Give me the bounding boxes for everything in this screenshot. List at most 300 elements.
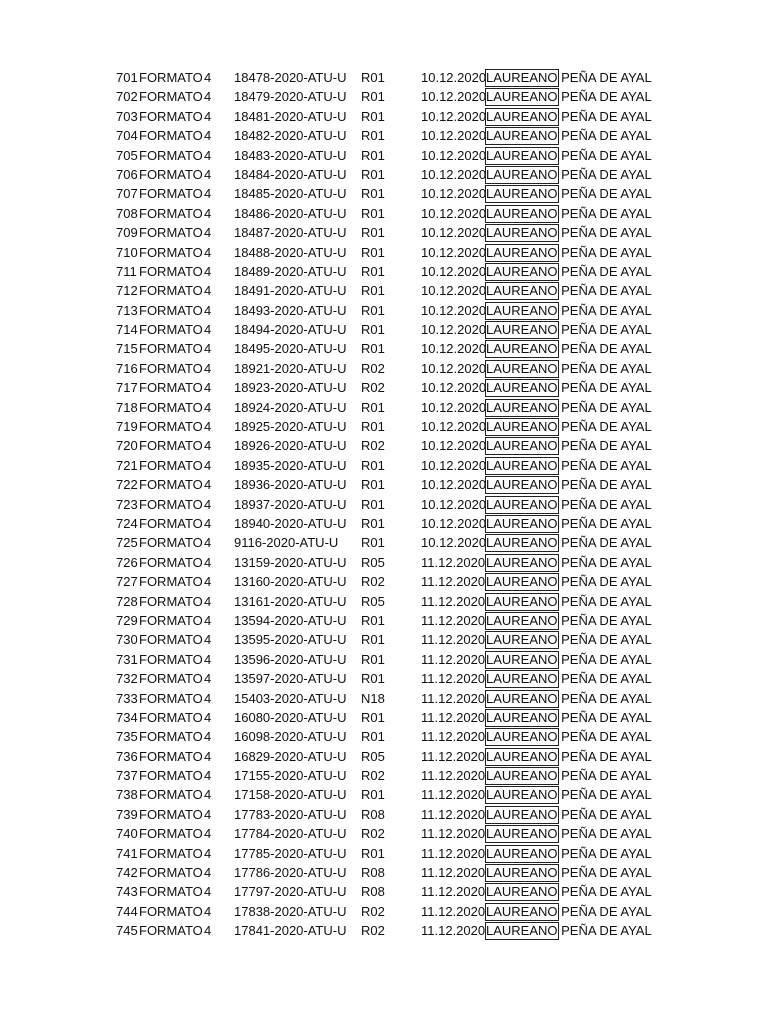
date-cell: 10.12.2020 bbox=[421, 70, 487, 85]
name-cell: LAUREANO PEÑA DE AYAL bbox=[486, 244, 652, 260]
date-cell: 10.12.2020 bbox=[421, 535, 487, 551]
name-cell: LAUREANO PEÑA DE AYAL bbox=[486, 128, 652, 144]
name-cell: LAUREANO PEÑA DE AYAL bbox=[486, 263, 652, 279]
format-number-cell: 4 bbox=[204, 787, 212, 803]
table-row bbox=[0, 689, 768, 708]
code-cell: R02 bbox=[361, 380, 385, 396]
case-number-cell: 18937-2020-ATU-U bbox=[234, 496, 347, 512]
row-number-cell: 736 bbox=[116, 748, 138, 764]
format-number-cell: 4 bbox=[204, 283, 212, 299]
case-number-cell: 13594-2020-ATU-U bbox=[234, 612, 347, 628]
date-cell: 10.12.2020 bbox=[421, 244, 487, 260]
row-number-cell: 740 bbox=[116, 826, 138, 842]
format-cell: FORMATO bbox=[139, 651, 203, 667]
table-row bbox=[0, 611, 768, 630]
table-row bbox=[0, 456, 768, 475]
format-number-cell: 4 bbox=[204, 322, 212, 338]
case-number-cell: 18478-2020-ATU-U bbox=[234, 70, 347, 85]
format-number-cell: 4 bbox=[204, 380, 212, 396]
table-row bbox=[0, 436, 768, 455]
row-number-cell: 707 bbox=[116, 186, 138, 202]
format-cell: FORMATO bbox=[139, 128, 203, 144]
case-number-cell: 18940-2020-ATU-U bbox=[234, 515, 347, 531]
code-cell: R08 bbox=[361, 865, 385, 881]
date-cell: 11.12.2020 bbox=[421, 884, 486, 900]
row-number-cell: 733 bbox=[116, 690, 138, 706]
name-cell: LAUREANO PEÑA DE AYAL bbox=[486, 923, 652, 939]
table-row bbox=[0, 747, 768, 766]
row-number-cell: 729 bbox=[116, 612, 138, 628]
format-number-cell: 4 bbox=[204, 457, 212, 473]
table-row bbox=[0, 165, 768, 184]
case-number-cell: 13159-2020-ATU-U bbox=[234, 554, 347, 570]
table-row bbox=[0, 107, 768, 126]
format-number-cell: 4 bbox=[204, 923, 212, 939]
case-number-cell: 16098-2020-ATU-U bbox=[234, 729, 347, 745]
format-cell: FORMATO bbox=[139, 477, 203, 493]
table-row bbox=[0, 592, 768, 611]
code-cell: R01 bbox=[361, 612, 385, 628]
format-number-cell: 4 bbox=[204, 806, 212, 822]
row-number-cell: 712 bbox=[116, 283, 138, 299]
name-cell: LAUREANO PEÑA DE AYAL bbox=[486, 690, 652, 706]
format-number-cell: 4 bbox=[204, 593, 212, 609]
code-cell: R01 bbox=[361, 108, 385, 124]
spreadsheet-table bbox=[0, 68, 768, 941]
format-number-cell: 4 bbox=[204, 399, 212, 415]
format-cell: FORMATO bbox=[139, 244, 203, 260]
code-cell: R01 bbox=[361, 186, 385, 202]
name-cell: LAUREANO PEÑA DE AYAL bbox=[486, 399, 652, 415]
row-number-cell: 703 bbox=[116, 108, 138, 124]
name-cell: LAUREANO PEÑA DE AYAL bbox=[486, 457, 652, 473]
case-number-cell: 18481-2020-ATU-U bbox=[234, 108, 347, 124]
case-number-cell: 18487-2020-ATU-U bbox=[234, 225, 347, 241]
name-cell: LAUREANO PEÑA DE AYAL bbox=[486, 826, 652, 842]
date-cell: 10.12.2020 bbox=[421, 515, 487, 531]
format-cell: FORMATO bbox=[139, 865, 203, 881]
format-cell: FORMATO bbox=[139, 845, 203, 861]
table-row bbox=[0, 727, 768, 746]
date-cell: 11.12.2020 bbox=[421, 612, 486, 628]
row-number-cell: 717 bbox=[116, 380, 138, 396]
format-number-cell: 4 bbox=[204, 244, 212, 260]
table-row bbox=[0, 223, 768, 242]
case-number-cell: 17783-2020-ATU-U bbox=[234, 806, 347, 822]
case-number-cell: 17786-2020-ATU-U bbox=[234, 865, 347, 881]
format-number-cell: 4 bbox=[204, 748, 212, 764]
table-row bbox=[0, 708, 768, 727]
name-cell: LAUREANO PEÑA DE AYAL bbox=[486, 593, 652, 609]
format-number-cell: 4 bbox=[204, 166, 212, 182]
name-cell: LAUREANO PEÑA DE AYAL bbox=[486, 806, 652, 822]
row-number-cell: 704 bbox=[116, 128, 138, 144]
date-cell: 10.12.2020 bbox=[421, 225, 487, 241]
date-cell: 10.12.2020 bbox=[421, 166, 487, 182]
code-cell: R01 bbox=[361, 399, 385, 415]
code-cell: R01 bbox=[361, 671, 385, 687]
code-cell: R02 bbox=[361, 903, 385, 919]
format-cell: FORMATO bbox=[139, 806, 203, 822]
format-cell: FORMATO bbox=[139, 399, 203, 415]
table-row bbox=[0, 359, 768, 378]
case-number-cell: 18924-2020-ATU-U bbox=[234, 399, 347, 415]
case-number-cell: 16080-2020-ATU-U bbox=[234, 709, 347, 725]
row-number-cell: 710 bbox=[116, 244, 138, 260]
table-row bbox=[0, 514, 768, 533]
case-number-cell: 18482-2020-ATU-U bbox=[234, 128, 347, 144]
format-number-cell: 4 bbox=[204, 438, 212, 454]
row-number-cell: 743 bbox=[116, 884, 138, 900]
case-number-cell: 18486-2020-ATU-U bbox=[234, 205, 347, 221]
format-cell: FORMATO bbox=[139, 729, 203, 745]
name-cell: LAUREANO PEÑA DE AYAL bbox=[486, 515, 652, 531]
case-number-cell: 17155-2020-ATU-U bbox=[234, 768, 347, 784]
format-cell: FORMATO bbox=[139, 108, 203, 124]
format-number-cell: 4 bbox=[204, 302, 212, 318]
date-cell: 11.12.2020 bbox=[421, 826, 486, 842]
date-cell: 10.12.2020 bbox=[421, 205, 487, 221]
date-cell: 10.12.2020 bbox=[421, 322, 487, 338]
format-number-cell: 4 bbox=[204, 535, 212, 551]
name-cell: LAUREANO PEÑA DE AYAL bbox=[486, 865, 652, 881]
table-row bbox=[0, 805, 768, 824]
table-row bbox=[0, 146, 768, 165]
name-cell: LAUREANO PEÑA DE AYAL bbox=[486, 205, 652, 221]
name-cell: LAUREANO PEÑA DE AYAL bbox=[486, 768, 652, 784]
row-number-cell: 731 bbox=[116, 651, 138, 667]
code-cell: R01 bbox=[361, 341, 385, 357]
date-cell: 11.12.2020 bbox=[421, 865, 486, 881]
table-row bbox=[0, 921, 768, 940]
format-cell: FORMATO bbox=[139, 574, 203, 590]
table-row bbox=[0, 902, 768, 921]
format-number-cell: 4 bbox=[204, 128, 212, 144]
name-cell: LAUREANO PEÑA DE AYAL bbox=[486, 535, 652, 551]
format-number-cell: 4 bbox=[204, 884, 212, 900]
format-number-cell: 4 bbox=[204, 826, 212, 842]
format-cell: FORMATO bbox=[139, 186, 203, 202]
row-number-cell: 735 bbox=[116, 729, 138, 745]
case-number-cell: 9116-2020-ATU-U bbox=[234, 535, 339, 551]
date-cell: 10.12.2020 bbox=[421, 419, 487, 435]
name-cell: LAUREANO PEÑA DE AYAL bbox=[486, 438, 652, 454]
format-number-cell: 4 bbox=[204, 554, 212, 570]
date-cell: 11.12.2020 bbox=[421, 768, 486, 784]
table-row bbox=[0, 339, 768, 358]
table-row bbox=[0, 669, 768, 688]
format-cell: FORMATO bbox=[139, 690, 203, 706]
name-cell: LAUREANO PEÑA DE AYAL bbox=[486, 186, 652, 202]
code-cell: R02 bbox=[361, 438, 385, 454]
case-number-cell: 17841-2020-ATU-U bbox=[234, 923, 347, 939]
name-cell: LAUREANO PEÑA DE AYAL bbox=[486, 225, 652, 241]
code-cell: R01 bbox=[361, 496, 385, 512]
row-number-cell: 706 bbox=[116, 166, 138, 182]
table-row bbox=[0, 824, 768, 843]
code-cell: R01 bbox=[361, 166, 385, 182]
name-cell: LAUREANO PEÑA DE AYAL bbox=[486, 322, 652, 338]
case-number-cell: 17797-2020-ATU-U bbox=[234, 884, 347, 900]
name-cell: LAUREANO PEÑA DE AYAL bbox=[486, 477, 652, 493]
case-number-cell: 18491-2020-ATU-U bbox=[234, 283, 347, 299]
date-cell: 11.12.2020 bbox=[421, 845, 486, 861]
case-number-cell: 17785-2020-ATU-U bbox=[234, 845, 347, 861]
format-number-cell: 4 bbox=[204, 845, 212, 861]
format-cell: FORMATO bbox=[139, 515, 203, 531]
row-number-cell: 719 bbox=[116, 419, 138, 435]
code-cell: R01 bbox=[361, 302, 385, 318]
name-cell: LAUREANO PEÑA DE AYAL bbox=[486, 496, 652, 512]
format-cell: FORMATO bbox=[139, 632, 203, 648]
name-cell: LAUREANO PEÑA DE AYAL bbox=[486, 302, 652, 318]
code-cell: R01 bbox=[361, 322, 385, 338]
code-cell: R05 bbox=[361, 748, 385, 764]
row-number-cell: 723 bbox=[116, 496, 138, 512]
code-cell: R01 bbox=[361, 263, 385, 279]
format-number-cell: 4 bbox=[204, 496, 212, 512]
name-cell: LAUREANO PEÑA DE AYAL bbox=[486, 89, 652, 105]
case-number-cell: 18489-2020-ATU-U bbox=[234, 263, 347, 279]
code-cell: R01 bbox=[361, 89, 385, 105]
row-number-cell: 726 bbox=[116, 554, 138, 570]
table-row bbox=[0, 262, 768, 281]
row-number-cell: 722 bbox=[116, 477, 138, 493]
table-row bbox=[0, 320, 768, 339]
table-row bbox=[0, 398, 768, 417]
code-cell: R01 bbox=[361, 70, 385, 85]
code-cell: N18 bbox=[361, 690, 385, 706]
table-row bbox=[0, 572, 768, 591]
code-cell: R01 bbox=[361, 283, 385, 299]
row-number-cell: 701 bbox=[116, 70, 138, 85]
name-cell: LAUREANO PEÑA DE AYAL bbox=[486, 70, 652, 85]
format-number-cell: 4 bbox=[204, 729, 212, 745]
format-cell: FORMATO bbox=[139, 360, 203, 376]
format-cell: FORMATO bbox=[139, 322, 203, 338]
name-cell: LAUREANO PEÑA DE AYAL bbox=[486, 748, 652, 764]
code-cell: R05 bbox=[361, 554, 385, 570]
code-cell: R01 bbox=[361, 147, 385, 163]
code-cell: R01 bbox=[361, 244, 385, 260]
date-cell: 11.12.2020 bbox=[421, 903, 486, 919]
table-row bbox=[0, 126, 768, 145]
row-number-cell: 713 bbox=[116, 302, 138, 318]
row-number-cell: 711 bbox=[116, 263, 137, 279]
code-cell: R02 bbox=[361, 923, 385, 939]
format-number-cell: 4 bbox=[204, 147, 212, 163]
format-cell: FORMATO bbox=[139, 457, 203, 473]
table-row bbox=[0, 766, 768, 785]
table-row bbox=[0, 844, 768, 863]
name-cell: LAUREANO PEÑA DE AYAL bbox=[486, 729, 652, 745]
row-number-cell: 739 bbox=[116, 806, 138, 822]
format-number-cell: 4 bbox=[204, 89, 212, 105]
table-row bbox=[0, 184, 768, 203]
name-cell: LAUREANO PEÑA DE AYAL bbox=[486, 787, 652, 803]
table-row bbox=[0, 204, 768, 223]
row-number-cell: 738 bbox=[116, 787, 138, 803]
format-number-cell: 4 bbox=[204, 360, 212, 376]
format-number-cell: 4 bbox=[204, 515, 212, 531]
date-cell: 10.12.2020 bbox=[421, 360, 487, 376]
format-cell: FORMATO bbox=[139, 70, 203, 85]
code-cell: R01 bbox=[361, 457, 385, 473]
row-number-cell: 745 bbox=[116, 923, 138, 939]
format-cell: FORMATO bbox=[139, 89, 203, 105]
date-cell: 10.12.2020 bbox=[421, 399, 487, 415]
date-cell: 11.12.2020 bbox=[421, 787, 486, 803]
name-cell: LAUREANO PEÑA DE AYAL bbox=[486, 283, 652, 299]
table-row bbox=[0, 630, 768, 649]
row-number-cell: 720 bbox=[116, 438, 138, 454]
row-number-cell: 724 bbox=[116, 515, 138, 531]
format-number-cell: 4 bbox=[204, 186, 212, 202]
code-cell: R08 bbox=[361, 884, 385, 900]
code-cell: R08 bbox=[361, 806, 385, 822]
code-cell: R02 bbox=[361, 826, 385, 842]
table-row bbox=[0, 243, 768, 262]
case-number-cell: 13160-2020-ATU-U bbox=[234, 574, 347, 590]
format-cell: FORMATO bbox=[139, 903, 203, 919]
case-number-cell: 17838-2020-ATU-U bbox=[234, 903, 347, 919]
date-cell: 10.12.2020 bbox=[421, 341, 487, 357]
row-number-cell: 708 bbox=[116, 205, 138, 221]
date-cell: 10.12.2020 bbox=[421, 496, 487, 512]
case-number-cell: 13596-2020-ATU-U bbox=[234, 651, 347, 667]
row-number-cell: 744 bbox=[116, 903, 138, 919]
table-row bbox=[0, 281, 768, 300]
row-number-cell: 742 bbox=[116, 865, 138, 881]
date-cell: 10.12.2020 bbox=[421, 283, 487, 299]
name-cell: LAUREANO PEÑA DE AYAL bbox=[486, 108, 652, 124]
format-number-cell: 4 bbox=[204, 612, 212, 628]
format-cell: FORMATO bbox=[139, 554, 203, 570]
format-cell: FORMATO bbox=[139, 709, 203, 725]
code-cell: R01 bbox=[361, 787, 385, 803]
code-cell: R01 bbox=[361, 225, 385, 241]
format-cell: FORMATO bbox=[139, 283, 203, 299]
format-cell: FORMATO bbox=[139, 263, 203, 279]
row-number-cell: 709 bbox=[116, 225, 138, 241]
format-number-cell: 4 bbox=[204, 225, 212, 241]
table-row bbox=[0, 475, 768, 494]
format-cell: FORMATO bbox=[139, 147, 203, 163]
table-row bbox=[0, 533, 768, 552]
format-number-cell: 4 bbox=[204, 690, 212, 706]
format-cell: FORMATO bbox=[139, 302, 203, 318]
format-cell: FORMATO bbox=[139, 826, 203, 842]
date-cell: 11.12.2020 bbox=[421, 806, 486, 822]
row-number-cell: 718 bbox=[116, 399, 138, 415]
code-cell: R02 bbox=[361, 574, 385, 590]
row-number-cell: 734 bbox=[116, 709, 138, 725]
case-number-cell: 17784-2020-ATU-U bbox=[234, 826, 347, 842]
case-number-cell: 15403-2020-ATU-U bbox=[234, 690, 347, 706]
format-cell: FORMATO bbox=[139, 923, 203, 939]
code-cell: R01 bbox=[361, 535, 385, 551]
code-cell: R01 bbox=[361, 845, 385, 861]
table-row bbox=[0, 553, 768, 572]
row-number-cell: 714 bbox=[116, 322, 138, 338]
format-cell: FORMATO bbox=[139, 535, 203, 551]
date-cell: 10.12.2020 bbox=[421, 108, 487, 124]
name-cell: LAUREANO PEÑA DE AYAL bbox=[486, 845, 652, 861]
format-cell: FORMATO bbox=[139, 768, 203, 784]
date-cell: 11.12.2020 bbox=[421, 690, 486, 706]
date-cell: 10.12.2020 bbox=[421, 89, 487, 105]
code-cell: R02 bbox=[361, 360, 385, 376]
date-cell: 11.12.2020 bbox=[421, 729, 486, 745]
date-cell: 10.12.2020 bbox=[421, 263, 487, 279]
row-number-cell: 732 bbox=[116, 671, 138, 687]
name-cell: LAUREANO PEÑA DE AYAL bbox=[486, 574, 652, 590]
date-cell: 11.12.2020 bbox=[421, 554, 486, 570]
name-cell: LAUREANO PEÑA DE AYAL bbox=[486, 360, 652, 376]
code-cell: R01 bbox=[361, 709, 385, 725]
name-cell: LAUREANO PEÑA DE AYAL bbox=[486, 554, 652, 570]
row-number-cell: 715 bbox=[116, 341, 138, 357]
date-cell: 11.12.2020 bbox=[421, 709, 486, 725]
format-cell: FORMATO bbox=[139, 884, 203, 900]
row-number-cell: 727 bbox=[116, 574, 138, 590]
format-number-cell: 4 bbox=[204, 419, 212, 435]
date-cell: 10.12.2020 bbox=[421, 302, 487, 318]
date-cell: 11.12.2020 bbox=[421, 651, 486, 667]
row-number-cell: 721 bbox=[116, 457, 138, 473]
date-cell: 11.12.2020 bbox=[421, 593, 486, 609]
table-row bbox=[0, 417, 768, 436]
date-cell: 11.12.2020 bbox=[421, 923, 486, 939]
date-cell: 11.12.2020 bbox=[421, 632, 486, 648]
case-number-cell: 18483-2020-ATU-U bbox=[234, 147, 347, 163]
format-number-cell: 4 bbox=[204, 341, 212, 357]
format-number-cell: 4 bbox=[204, 205, 212, 221]
row-number-cell: 725 bbox=[116, 535, 138, 551]
case-number-cell: 18936-2020-ATU-U bbox=[234, 477, 347, 493]
code-cell: R01 bbox=[361, 515, 385, 531]
row-number-cell: 705 bbox=[116, 147, 138, 163]
format-cell: FORMATO bbox=[139, 612, 203, 628]
format-number-cell: 4 bbox=[204, 263, 212, 279]
table-row bbox=[0, 87, 768, 106]
name-cell: LAUREANO PEÑA DE AYAL bbox=[486, 147, 652, 163]
format-cell: FORMATO bbox=[139, 205, 203, 221]
format-cell: FORMATO bbox=[139, 496, 203, 512]
date-cell: 10.12.2020 bbox=[421, 147, 487, 163]
format-number-cell: 4 bbox=[204, 865, 212, 881]
name-cell: LAUREANO PEÑA DE AYAL bbox=[486, 612, 652, 628]
format-cell: FORMATO bbox=[139, 593, 203, 609]
date-cell: 11.12.2020 bbox=[421, 574, 486, 590]
case-number-cell: 18484-2020-ATU-U bbox=[234, 166, 347, 182]
case-number-cell: 13161-2020-ATU-U bbox=[234, 593, 347, 609]
case-number-cell: 18923-2020-ATU-U bbox=[234, 380, 347, 396]
format-number-cell: 4 bbox=[204, 671, 212, 687]
case-number-cell: 18921-2020-ATU-U bbox=[234, 360, 347, 376]
case-number-cell: 18479-2020-ATU-U bbox=[234, 89, 347, 105]
format-number-cell: 4 bbox=[204, 903, 212, 919]
case-number-cell: 18925-2020-ATU-U bbox=[234, 419, 347, 435]
format-cell: FORMATO bbox=[139, 438, 203, 454]
code-cell: R01 bbox=[361, 651, 385, 667]
format-number-cell: 4 bbox=[204, 574, 212, 590]
format-cell: FORMATO bbox=[139, 748, 203, 764]
format-number-cell: 4 bbox=[204, 70, 212, 85]
format-cell: FORMATO bbox=[139, 787, 203, 803]
table-row bbox=[0, 863, 768, 882]
row-number-cell: 728 bbox=[116, 593, 138, 609]
